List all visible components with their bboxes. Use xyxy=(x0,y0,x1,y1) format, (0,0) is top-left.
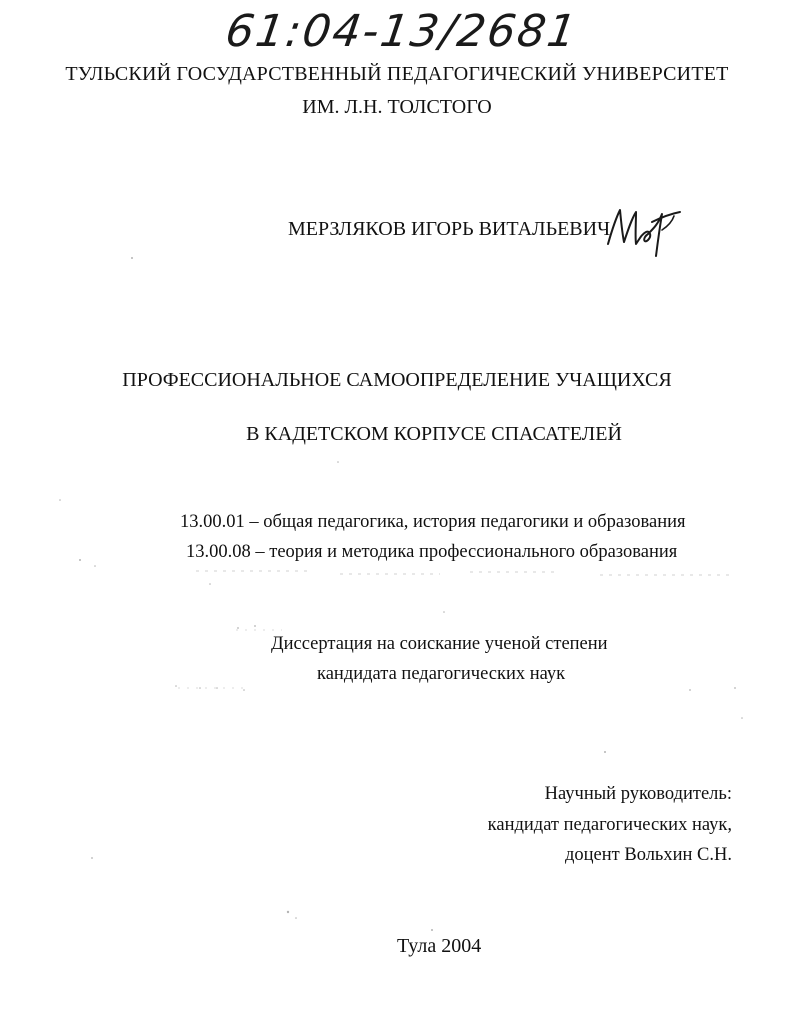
specialty-code-2: 13.00.08 – теория и методика профессионального образования xyxy=(186,542,678,562)
supervisor-name: доцент Вольхин С.Н. xyxy=(564,845,732,865)
city-and-year: Тула 2004 xyxy=(397,935,482,957)
supervisor-degree: кандидат педагогических наук, xyxy=(487,815,732,835)
university-name-line1: ТУЛЬСКИЙ ГОСУДАРСТВЕННЫЙ ПЕДАГОГИЧЕСКИЙ УНИВЕРСИТЕТ xyxy=(65,63,729,85)
university-name-line2: ИМ. Л.Н. ТОЛСТОГО xyxy=(302,96,492,118)
author-name: МЕРЗЛЯКОВ ИГОРЬ ВИТАЛЬЕВИЧ xyxy=(288,218,611,240)
signature-icon xyxy=(602,200,684,260)
dissertation-title-line1: ПРОФЕССИОНАЛЬНОЕ САМООПРЕДЕЛЕНИЕ УЧАЩИХСЯ xyxy=(122,369,672,391)
degree-statement-line1: Диссертация на соискание ученой степени xyxy=(271,634,608,654)
degree-statement-line2: кандидата педагогических наук xyxy=(317,664,566,684)
handwritten-catalog-number: 61:04-13/2681 xyxy=(222,6,582,57)
specialty-code-1: 13.00.01 – общая педагогика, история педагогики и образования xyxy=(180,512,686,532)
supervisor-label: Научный руководитель: xyxy=(544,784,732,804)
dissertation-title-line2: В КАДЕТСКОМ КОРПУСЕ СПАСАТЕЛЕЙ xyxy=(246,423,622,445)
